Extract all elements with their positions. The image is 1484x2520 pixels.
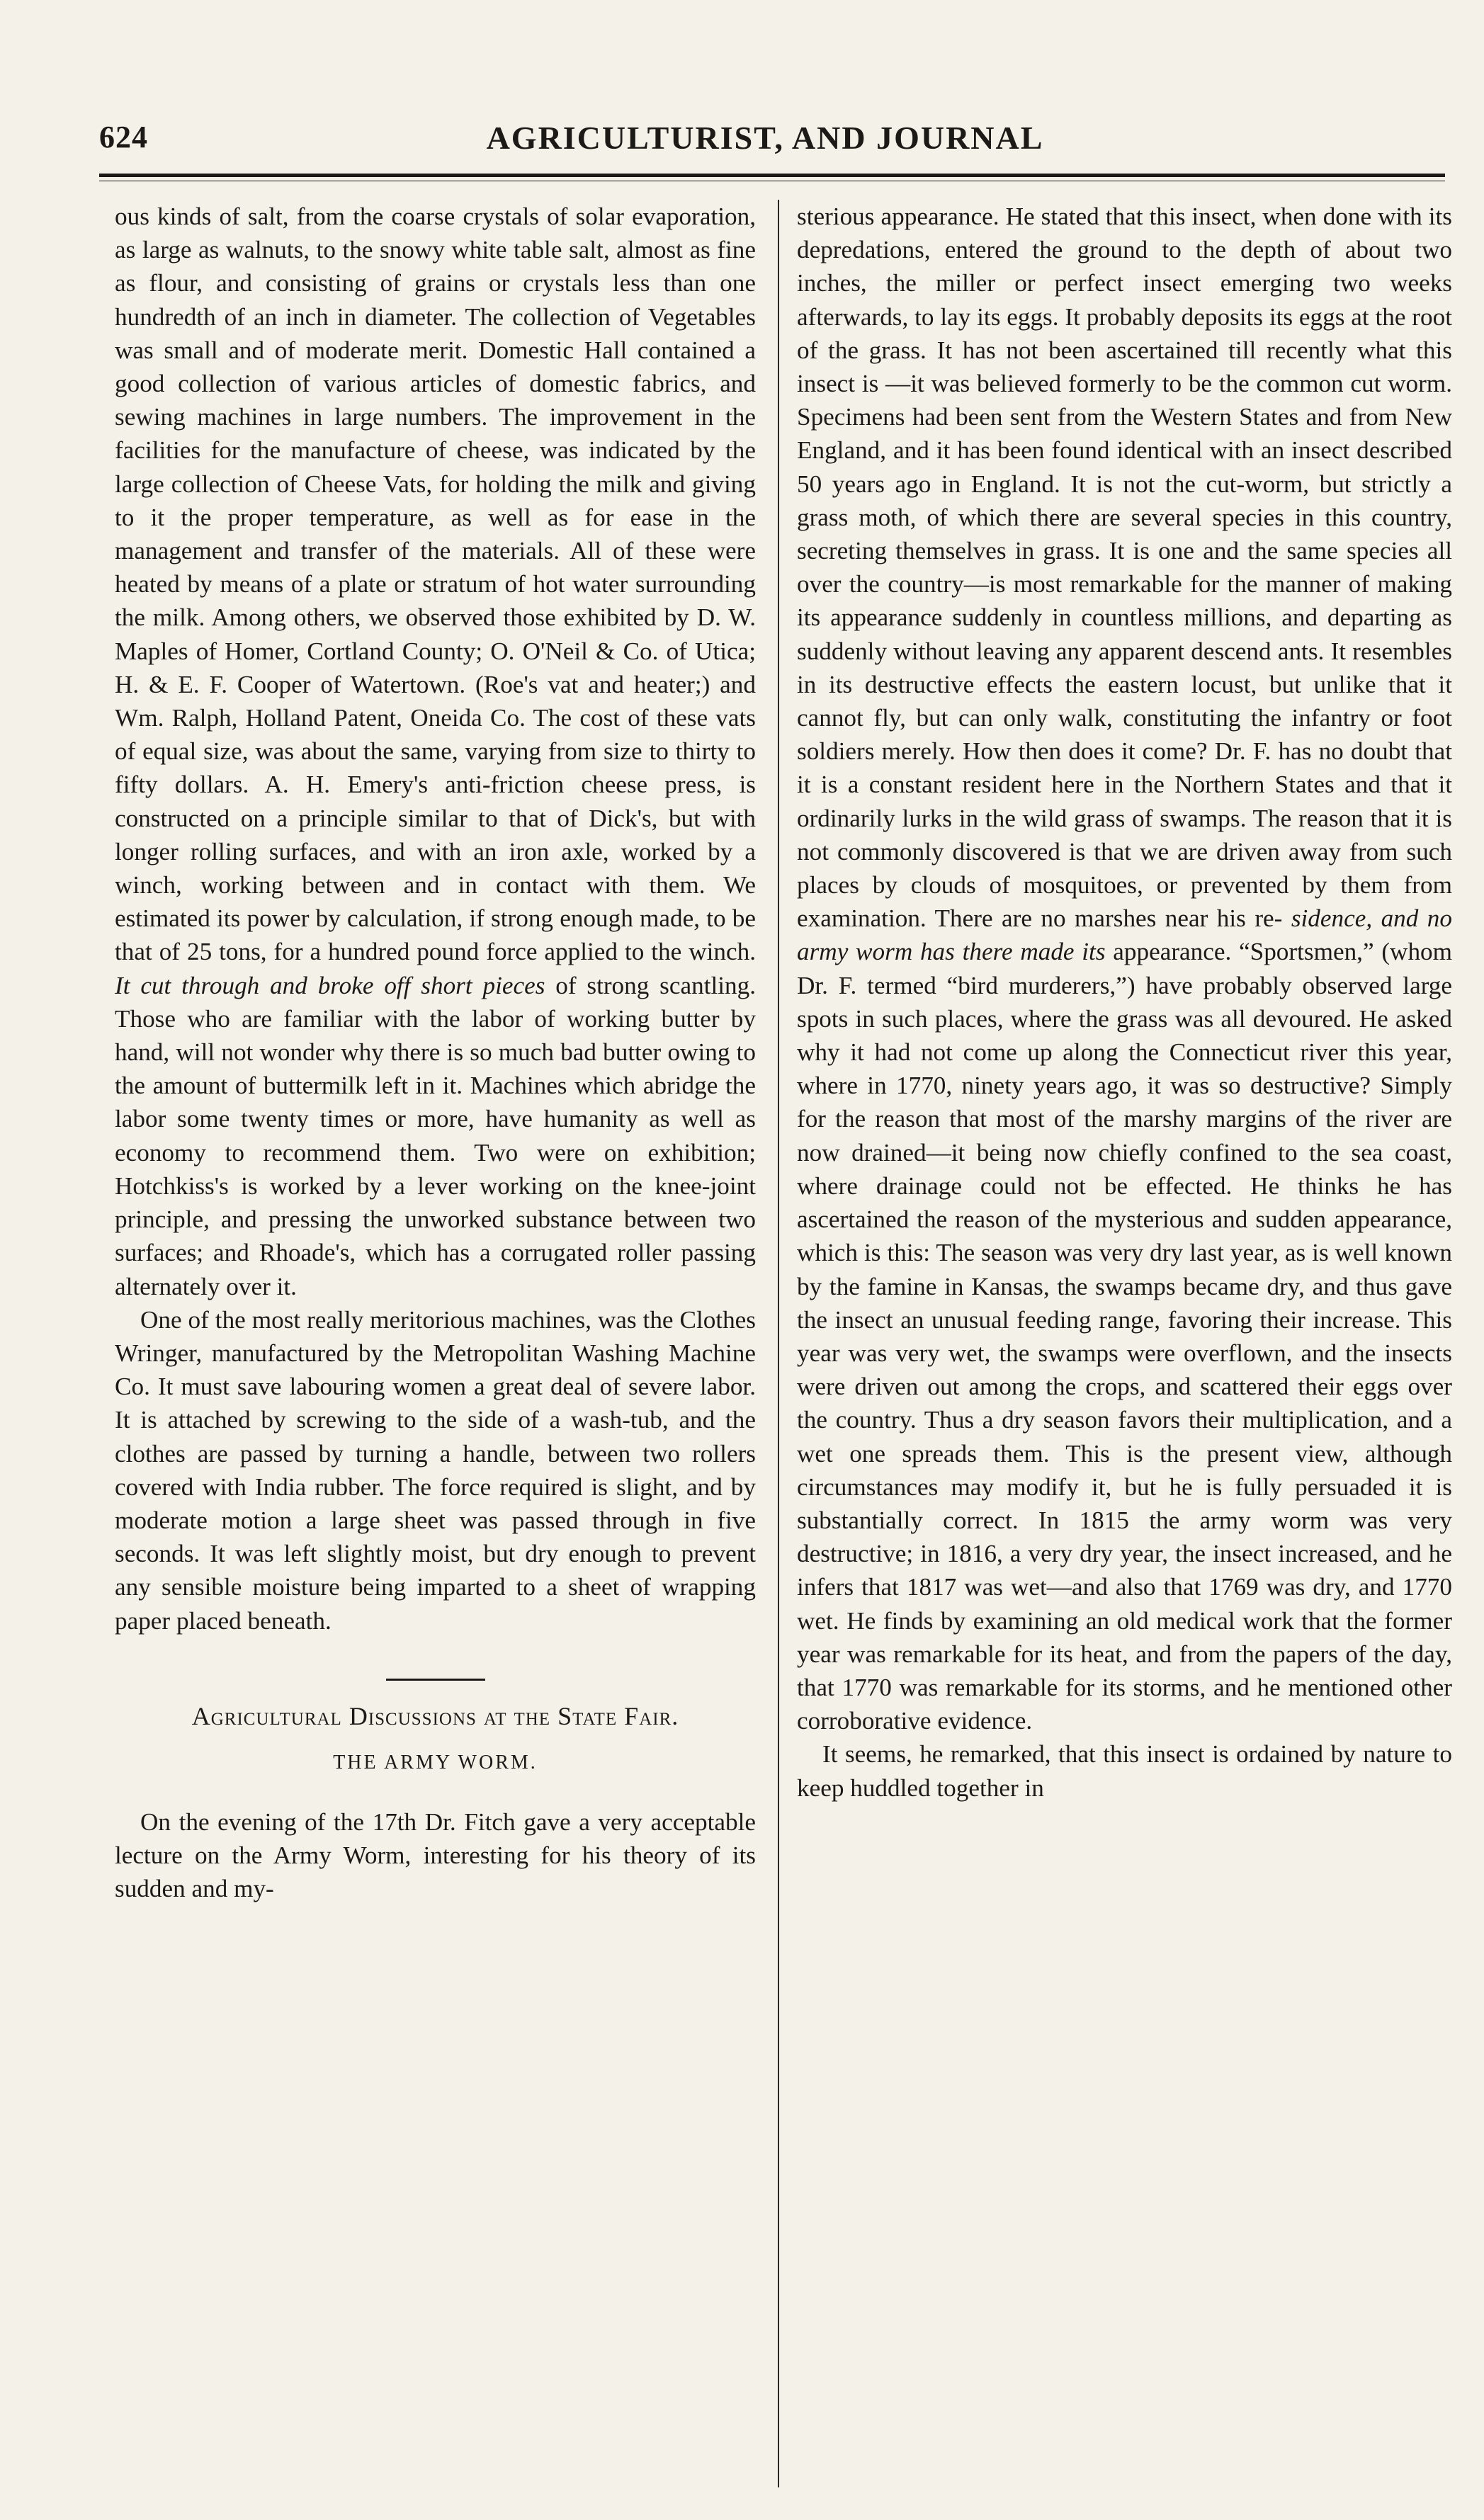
left-column	[115, 200, 756, 2487]
section-title: Agricultural Discussions at the State Fair.	[191, 1701, 679, 1730]
subsection-title: THE ARMY WORM.	[333, 1751, 538, 1773]
section-divider	[386, 1679, 485, 1681]
page-header	[99, 113, 1431, 163]
right-column	[797, 200, 1452, 2487]
paragraph-clothes-wringer: One of the most really meritorious machines, was the Clothes Wringer, manufactured by the Metropolitan Washing Machine Co. It must save labouring women a great deal of severe labor. It is attached by screwing to the side of a wash-tub, and the clothes are passed by turning a handle, between two rollers covered with India rubber. The force required is slight, and by moderate motion a large sheet was passed through in five seconds. It was left slightly moist, but dry enough to prevent any sensible moisture being imparted to a sheet of wrapping paper placed beneath.	[115, 1305, 756, 1635]
column-divider	[778, 200, 779, 2487]
italic-phrase: It cut through and broke off short pieces	[115, 971, 545, 999]
paragraph-army-worm-intro: On the evening of the 17th Dr. Fitch gave a very acceptable lecture on the Army Worm, interesting for his theory of its sudden and my-	[115, 1807, 756, 1903]
page-number: 624	[99, 120, 148, 154]
paragraph-army-worm-lecture: sterious appearance. He stated that this insect, when done with its depredations, entered the ground to the depth of about two inches, the miller or perfect insect emerging two weeks afterwards, to lay its eggs. It probably deposits its eggs at the root of the grass. It has not been ascertained till recently what this insect is —it was believed formerly to be the common cut worm. Specimens had been sent from the Western States and from New England, and it has been found identical with an insect described 50 years ago in England. It is not the cut-worm, but strictly a grass moth, of which there are several species in this country, secreting themselves in grass. It is one and the same species all over the country—is most remarkable for the manner of making its appearance suddenly in countless millions, and departing as suddenly without leaving any apparent descend ants. It resembles in its destructive effects the eastern locust, but unlike that it cannot fly, but can only walk, constituting the infantry or foot soldiers merely. How then does it come? Dr. F. has no doubt that it is a constant resident here in the Northern States and that it ordinarily lurks in the wild grass of swamps. The reason that it is not commonly discovered is that we are driven away from such places by clouds of mosquitoes, or prevented by them from examination. There are no marshes near his re- sidence, and no army worm has there made its appearance. “Sportsmen,” (whom Dr. F. termed “bird murderers,”) have probably observed large spots in such places, where the grass was all devoured. He asked why it had not come up along the Connecticut river this year, where in 1770, ninety years ago, it was so destructive? Simply for the reason that most of the marshy margins of the river are now drained—it being now chiefly confined to the sea coast, where drainage could not be effected. He thinks he has ascertained the reason of the mysterious and sudden appearance, which is this: The season was very dry last year, as is well known by the famine in Kansas, the swamps became dry, and thus gave the insect an unusual feeding range, favoring their increase. This year was very wet, the swamps were overflown, and the insects were driven out among the crops, and scattered their eggs over the country. Thus a dry season favors their multiplication, and a wet one spreads them. This is the present view, although circumstances may modify it, but he is fully persuaded it is substantially correct. In 1815 the army worm was very destructive; in 1816, a very dry year, the insect increased, and he infers that 1817 was wet—and also that 1769 was dry, and 1770 wet. He finds by examining an old medical work that the former year was remarkable for its heat, and from the papers of the day, that 1770 was remarkable for its storms, and he mentioned other corroborative evidence.	[797, 203, 1452, 1735]
paragraph-fair-exhibits: ous kinds of salt, from the coarse crystals of solar evaporation, as large as walnuts, to the snowy white table salt, almost as fine as flour, and consisting of grains or crystals less than one hundredth of an inch in diameter. The collection of Vegetables was small and of moderate merit. Domestic Hall contained a good collection of various articles of domestic fabrics, and sewing machines in large numbers. The improvement in the facilities for the manufacture of cheese, was indicated by the large collection of Cheese Vats, for holding the milk and giving to it the proper temperature, as well as for ease in the management and transfer of the materials. All of these were heated by means of a plate or stratum of hot water surrounding the milk. Among others, we observed those exhibited by D. W. Maples of Homer, Cortland County; O. O'Neil & Co. of Utica; H. & E. F. Cooper of Watertown. (Roe's vat and heater;) and Wm. Ralph, Holland Patent, Oneida Co. The cost of these vats of equal size, was about the same, varying from size to thirty to fifty dollars. A. H. Emery's anti-friction cheese press, is constructed on a principle similar to that of Dick's, but with longer rolling surfaces, and with an iron axle, worked by a winch, working between and in contact with them. We estimated its power by calculation, if strong enough made, to be that of 25 tons, for a hundred pound force applied to the winch. It cut through and broke off short pieces of strong scantling. Those who are familiar with the labor of working butter by hand, will not wonder why there is so much bad butter owing to the amount of buttermilk left in it. Machines which abridge the labor some twenty times or more, have humanity as well as economy to recommend them. Two were on exhibition; Hotchkiss's is worked by a lever working on the knee-joint principle, and pressing the unworked substance between two surfaces; and Rhoade's, which has a corrugated roller passing alternately over it.	[115, 203, 756, 1300]
italic-phrase: sidence, and no army worm has there made its	[797, 904, 1452, 966]
running-head: AGRICULTURIST, AND JOURNAL	[486, 120, 1044, 156]
paragraph-army-worm-continued: It seems, he remarked, that this insect is ordained by nature to keep huddled together in	[797, 1740, 1452, 1802]
header-rule	[99, 174, 1445, 177]
